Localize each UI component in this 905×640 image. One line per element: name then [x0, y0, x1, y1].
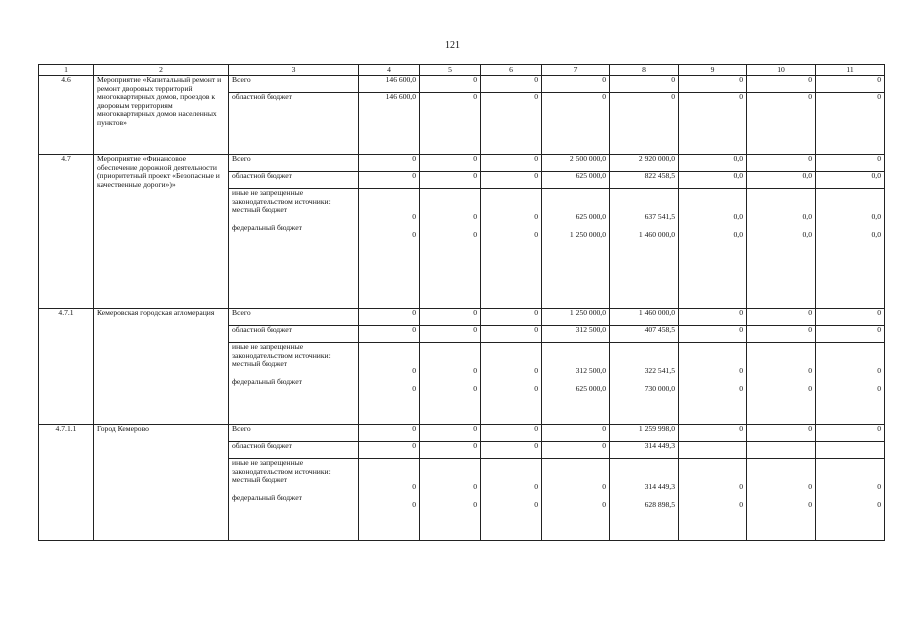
spacer	[362, 205, 416, 213]
other-sources-cell	[229, 459, 359, 541]
spacer	[362, 222, 416, 231]
federal-budget-label: федеральный бюджет	[232, 222, 302, 232]
col-header: 11	[816, 65, 885, 76]
spacer	[819, 189, 881, 197]
local-budget-value: 0	[473, 366, 477, 375]
local-budget-value: 0,0	[733, 212, 743, 221]
spacer	[819, 459, 881, 467]
value-cell	[481, 343, 542, 425]
spacer	[484, 475, 538, 483]
spacer	[613, 459, 675, 467]
value-cell	[747, 343, 816, 425]
spacer	[362, 359, 416, 367]
value-cell: 0,0	[679, 172, 747, 189]
value-cell: 0	[359, 442, 420, 459]
value-cell: 0	[542, 442, 610, 459]
value-cell: 0	[359, 172, 420, 189]
value-cell: 0	[610, 93, 679, 155]
col-header: 6	[481, 65, 542, 76]
spacer	[423, 351, 477, 359]
spacer	[682, 475, 743, 483]
value-cell	[679, 189, 747, 309]
federal-budget-value: 0	[808, 499, 812, 509]
federal-budget-value: 0	[877, 383, 881, 393]
local-budget-value: 0	[534, 482, 538, 491]
spacer	[545, 459, 606, 467]
value-cell	[481, 459, 542, 541]
local-budget-label: местный бюджет	[232, 205, 288, 215]
value-cell	[816, 189, 885, 309]
spacer	[682, 376, 743, 385]
value-cell: 0	[816, 93, 885, 155]
value-cell: 625 000,0	[542, 172, 610, 189]
spacer	[545, 197, 606, 205]
spacer	[682, 197, 743, 205]
spacer	[362, 492, 416, 501]
local-budget-value: 0	[473, 212, 477, 221]
spacer	[682, 467, 743, 475]
spacer	[750, 467, 812, 475]
col-header: 1	[39, 65, 94, 76]
federal-budget-value: 0	[473, 229, 477, 239]
col-header: 5	[420, 65, 481, 76]
federal-budget-value: 0	[412, 229, 416, 239]
spacer	[484, 222, 538, 231]
value-cell: 0	[747, 76, 816, 93]
local-budget-value: 0,0	[871, 212, 881, 221]
funding-source-label: Всего	[229, 425, 359, 442]
spacer	[362, 475, 416, 483]
spacer	[545, 475, 606, 483]
federal-budget-value: 0,0	[802, 229, 812, 239]
spacer	[362, 351, 416, 359]
funding-source-label: областной бюджет	[229, 172, 359, 189]
value-cell: 0	[359, 326, 420, 343]
column-number-row	[39, 65, 885, 76]
spacer	[484, 197, 538, 205]
value-cell: 0	[420, 172, 481, 189]
spacer	[484, 492, 538, 501]
value-cell: 0	[679, 425, 747, 442]
local-budget-value: 0	[877, 366, 881, 375]
local-budget-value: 0	[877, 482, 881, 491]
value-cell: 0	[481, 309, 542, 326]
spacer	[682, 343, 743, 351]
spacer	[484, 359, 538, 367]
spacer	[613, 343, 675, 351]
col-header: 9	[679, 65, 747, 76]
value-cell: 0	[816, 76, 885, 93]
table-row	[39, 309, 885, 326]
value-cell: 0	[816, 309, 885, 326]
spacer	[819, 475, 881, 483]
section-code: 4.7.1	[39, 309, 94, 425]
other-sources-label: иные не запрещенные законодательством источники:	[232, 458, 331, 476]
spacer	[682, 459, 743, 467]
section-name: Мероприятие «Капитальный ремонт и ремонт дворовых территорий многоквартирных домов, проездов к дворовым территориям многоквартирных домов населенных пунктов»	[94, 76, 229, 155]
value-cell: 0	[481, 442, 542, 459]
value-cell: 0	[420, 76, 481, 93]
value-cell	[610, 459, 679, 541]
spacer	[613, 189, 675, 197]
local-budget-value: 0,0	[802, 212, 812, 221]
value-cell: 0	[747, 309, 816, 326]
spacer	[545, 351, 606, 359]
table-row	[39, 76, 885, 93]
local-budget-value: 0	[602, 482, 606, 491]
value-cell: 0	[679, 326, 747, 343]
spacer	[484, 343, 538, 351]
spacer	[750, 351, 812, 359]
spacer	[484, 376, 538, 385]
local-budget-value: 312 500,0	[575, 366, 606, 375]
value-cell: 2 920 000,0	[610, 155, 679, 172]
spacer	[819, 197, 881, 205]
other-sources-cell	[229, 189, 359, 309]
federal-budget-value: 0	[534, 499, 538, 509]
value-cell	[679, 459, 747, 541]
spacer	[819, 492, 881, 501]
spacer	[423, 343, 477, 351]
value-cell: 312 500,0	[542, 326, 610, 343]
spacer	[484, 189, 538, 197]
value-cell: 0	[679, 93, 747, 155]
spacer	[750, 492, 812, 501]
funding-source-label: областной бюджет	[229, 326, 359, 343]
value-cell	[542, 459, 610, 541]
value-cell: 0	[481, 425, 542, 442]
spacer	[362, 197, 416, 205]
local-budget-value: 0	[534, 366, 538, 375]
value-cell: 0	[481, 76, 542, 93]
spacer	[423, 467, 477, 475]
local-budget-value: 322 541,5	[644, 366, 675, 375]
federal-budget-value: 625 000,0	[575, 383, 606, 393]
value-cell: 0	[816, 155, 885, 172]
spacer	[362, 343, 416, 351]
value-cell: 146 600,0	[359, 76, 420, 93]
federal-budget-value: 0	[534, 383, 538, 393]
local-budget-value: 0	[412, 366, 416, 375]
spacer	[484, 459, 538, 467]
table-row	[39, 155, 885, 172]
federal-budget-value: 0,0	[733, 229, 743, 239]
spacer	[750, 475, 812, 483]
local-budget-value: 0	[808, 482, 812, 491]
spacer	[545, 189, 606, 197]
value-cell	[747, 189, 816, 309]
funding-source-label: Всего	[229, 309, 359, 326]
spacer	[750, 376, 812, 385]
spacer	[613, 467, 675, 475]
value-cell	[610, 343, 679, 425]
value-cell	[420, 343, 481, 425]
value-cell	[359, 189, 420, 309]
federal-budget-value: 0	[808, 383, 812, 393]
spacer	[750, 359, 812, 367]
other-sources-label: иные не запрещенные законодательством источники:	[232, 188, 331, 206]
value-cell: 0	[679, 76, 747, 93]
federal-budget-value: 0	[473, 383, 477, 393]
federal-budget-value: 0	[739, 499, 743, 509]
value-cell	[816, 442, 885, 459]
spacer	[682, 351, 743, 359]
value-cell: 0	[481, 172, 542, 189]
value-cell: 0	[542, 425, 610, 442]
value-cell: 1 250 000,0	[542, 309, 610, 326]
spacer	[362, 467, 416, 475]
spacer	[545, 492, 606, 501]
value-cell: 0	[481, 155, 542, 172]
page-number: 121	[445, 40, 460, 51]
spacer	[423, 189, 477, 197]
funding-source-label: Всего	[229, 76, 359, 93]
col-header: 7	[542, 65, 610, 76]
value-cell: 0	[359, 309, 420, 326]
section-name: Город Кемерово	[94, 425, 229, 541]
value-cell: 0	[359, 425, 420, 442]
funding-source-label: областной бюджет	[229, 442, 359, 459]
section-name: Мероприятие «Финансовое обеспечение дорожной деятельности (приоритетный проект «Безопасные и качественные дороги»)»	[94, 155, 229, 309]
value-cell: 0	[747, 93, 816, 155]
value-cell: 0	[481, 93, 542, 155]
local-budget-value: 637 541,5	[644, 212, 675, 221]
value-cell	[420, 459, 481, 541]
spacer	[423, 197, 477, 205]
value-cell: 314 449,3	[610, 442, 679, 459]
spacer	[423, 359, 477, 367]
local-budget-value: 0	[808, 366, 812, 375]
col-header: 8	[610, 65, 679, 76]
section-code: 4.7.1.1	[39, 425, 94, 541]
spacer	[362, 376, 416, 385]
value-cell: 0	[420, 155, 481, 172]
value-cell: 0	[420, 326, 481, 343]
other-sources-cell	[229, 343, 359, 425]
col-header: 2	[94, 65, 229, 76]
value-cell: 407 458,5	[610, 326, 679, 343]
federal-budget-value: 0	[602, 499, 606, 509]
spacer	[423, 475, 477, 483]
federal-budget-value: 1 460 000,0	[638, 229, 675, 239]
value-cell	[610, 189, 679, 309]
col-header: 10	[747, 65, 816, 76]
spacer	[819, 343, 881, 351]
value-cell	[679, 442, 747, 459]
funding-source-label: областной бюджет	[229, 93, 359, 155]
section-code: 4.7	[39, 155, 94, 309]
value-cell: 0,0	[679, 155, 747, 172]
spacer	[423, 459, 477, 467]
value-cell: 0	[420, 309, 481, 326]
value-cell: 0	[679, 309, 747, 326]
local-budget-label: местный бюджет	[232, 475, 288, 485]
federal-budget-value: 1 250 000,0	[569, 229, 606, 239]
federal-budget-value: 730 000,0	[644, 383, 675, 393]
spacer	[750, 343, 812, 351]
value-cell: 0	[359, 155, 420, 172]
value-cell: 146 600,0	[359, 93, 420, 155]
federal-budget-value: 628 898,5	[644, 499, 675, 509]
spacer	[423, 205, 477, 213]
value-cell: 822 458,5	[610, 172, 679, 189]
spacer	[819, 376, 881, 385]
value-cell: 0,0	[816, 172, 885, 189]
value-cell	[542, 343, 610, 425]
spacer	[819, 359, 881, 367]
value-cell: 0	[816, 425, 885, 442]
spacer	[423, 222, 477, 231]
spacer	[362, 459, 416, 467]
spacer	[484, 205, 538, 213]
spacer	[819, 351, 881, 359]
federal-budget-label: федеральный бюджет	[232, 376, 302, 386]
local-budget-value: 0	[739, 482, 743, 491]
local-budget-value: 0	[739, 366, 743, 375]
other-sources-label: иные не запрещенные законодательством источники:	[232, 342, 331, 360]
spacer	[484, 467, 538, 475]
federal-budget-value: 0	[412, 383, 416, 393]
spacer	[423, 376, 477, 385]
spacer	[750, 189, 812, 197]
spacer	[484, 351, 538, 359]
section-name: Кемеровская городская агломерация	[94, 309, 229, 425]
col-header: 4	[359, 65, 420, 76]
spacer	[682, 189, 743, 197]
value-cell	[747, 442, 816, 459]
sections-body	[39, 76, 885, 541]
federal-budget-value: 0,0	[871, 229, 881, 239]
spacer	[682, 359, 743, 367]
spacer	[423, 492, 477, 501]
value-cell	[747, 459, 816, 541]
value-cell: 0	[542, 76, 610, 93]
value-cell: 0	[481, 326, 542, 343]
local-budget-value: 0	[412, 212, 416, 221]
table-row	[39, 425, 885, 442]
value-cell	[542, 189, 610, 309]
value-cell	[359, 459, 420, 541]
value-cell	[481, 189, 542, 309]
local-budget-value: 0	[412, 482, 416, 491]
value-cell: 0	[747, 425, 816, 442]
value-cell	[359, 343, 420, 425]
spacer	[682, 492, 743, 501]
spacer	[819, 467, 881, 475]
spacer	[750, 459, 812, 467]
spacer	[750, 197, 812, 205]
local-budget-value: 0	[473, 482, 477, 491]
local-budget-value: 625 000,0	[575, 212, 606, 221]
value-cell	[420, 189, 481, 309]
spacer	[362, 189, 416, 197]
value-cell: 1 259 998,0	[610, 425, 679, 442]
local-budget-value: 314 449,3	[644, 482, 675, 491]
local-budget-value: 0	[534, 212, 538, 221]
federal-budget-value: 0	[877, 499, 881, 509]
section-code: 4.6	[39, 76, 94, 155]
spacer	[545, 467, 606, 475]
federal-budget-value: 0	[534, 229, 538, 239]
value-cell: 0	[747, 326, 816, 343]
value-cell: 1 460 000,0	[610, 309, 679, 326]
federal-budget-value: 0	[739, 383, 743, 393]
value-cell: 2 500 000,0	[542, 155, 610, 172]
value-cell: 0	[420, 93, 481, 155]
local-budget-label: местный бюджет	[232, 359, 288, 369]
budget-table	[38, 64, 885, 541]
spacer	[613, 351, 675, 359]
spacer	[545, 343, 606, 351]
col-header: 3	[229, 65, 359, 76]
spacer	[613, 197, 675, 205]
value-cell: 0	[542, 93, 610, 155]
value-cell: 0	[610, 76, 679, 93]
value-cell: 0	[420, 425, 481, 442]
value-cell: 0	[747, 155, 816, 172]
value-cell	[816, 459, 885, 541]
value-cell: 0,0	[747, 172, 816, 189]
value-cell: 0	[816, 326, 885, 343]
value-cell	[679, 343, 747, 425]
federal-budget-value: 0	[412, 499, 416, 509]
funding-source-label: Всего	[229, 155, 359, 172]
federal-budget-label: федеральный бюджет	[232, 492, 302, 502]
federal-budget-value: 0	[473, 499, 477, 509]
value-cell: 0	[420, 442, 481, 459]
value-cell	[816, 343, 885, 425]
